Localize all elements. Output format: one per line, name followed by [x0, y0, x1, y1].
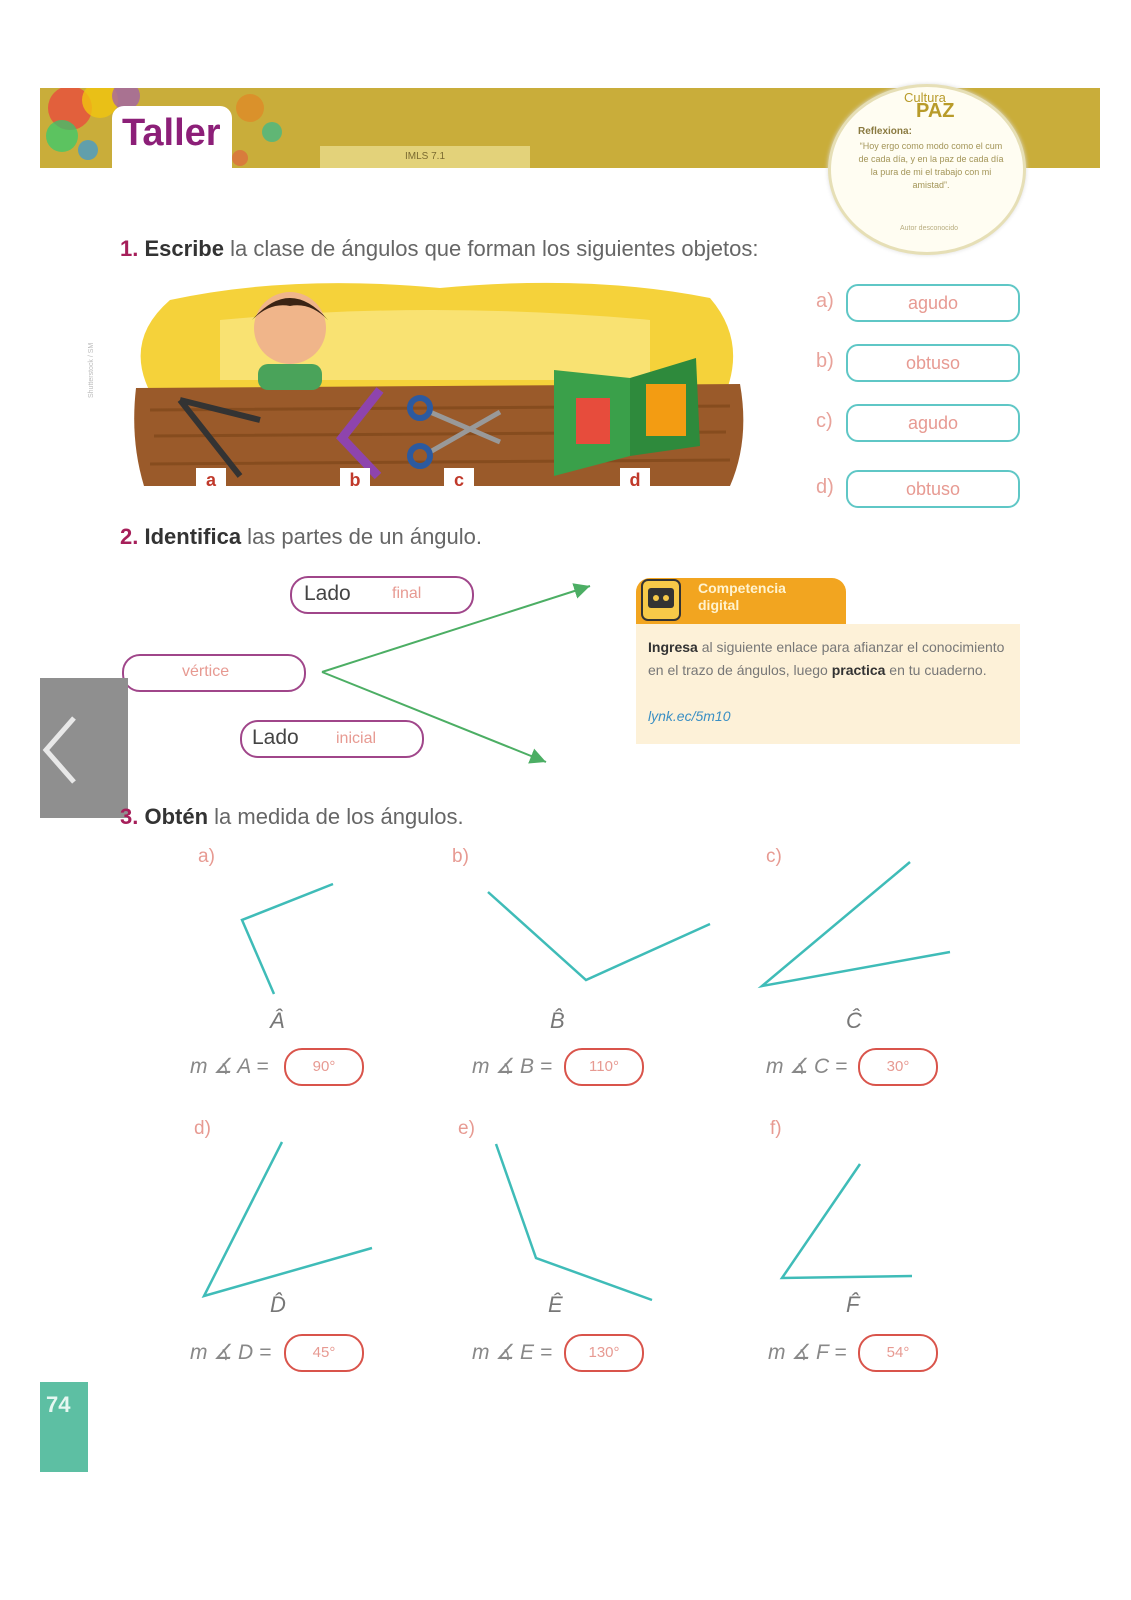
angle-e-answer[interactable]: 130° [564, 1334, 644, 1372]
image-credit: Shutterstock / SM [88, 342, 95, 398]
object-label-a: a [196, 468, 226, 492]
question-number: 2. [120, 524, 139, 549]
question-text: la medida de los ángulos. [208, 804, 464, 829]
question-verb: Escribe [144, 236, 224, 261]
page-number: 74 [46, 1392, 71, 1417]
question-text: la clase de ángulos que forman los siguientes objetos: [223, 236, 759, 261]
vertex-answer: vértice [182, 663, 230, 680]
competence-verb-2: practica [831, 662, 886, 678]
competence-verb-1: Ingresa [648, 639, 698, 655]
angle-f [782, 1164, 912, 1278]
answer-field-a[interactable]: agudo [846, 284, 1020, 322]
peace-reflection-label: Reflexiona: [858, 126, 912, 137]
object-label-d: d [620, 468, 650, 492]
peace-brand: PAZ [916, 100, 955, 122]
angle-c-answer[interactable]: 30° [858, 1048, 938, 1086]
answer-letter-d: d) [816, 476, 834, 498]
angle-f-answer[interactable]: 54° [858, 1334, 938, 1372]
header-strip: IMLS 7.1 [320, 146, 530, 168]
answer-field-d[interactable]: obtuso [846, 470, 1020, 508]
competence-link[interactable]: lynk.ec/5m10 [648, 708, 731, 724]
angle-d-answer[interactable]: 45° [284, 1334, 364, 1372]
final-side-label: Lado [304, 582, 351, 605]
answer-letter-a: a) [816, 290, 834, 312]
question-number: 1. [120, 236, 139, 261]
angle-a-measure: m ∡ A = [190, 1055, 269, 1078]
angle-d-sub: d) [194, 1118, 211, 1139]
question-number: 3. [120, 804, 139, 829]
angle-c-vertex: Ĉ [846, 1008, 862, 1033]
final-side-answer: final [392, 585, 422, 602]
angle-b-sub: b) [452, 846, 469, 867]
question-verb: Obtén [144, 804, 209, 829]
answer-letter-c: c) [816, 410, 833, 432]
competence-title-line1: Competencia [698, 580, 786, 596]
angle-e-measure: m ∡ E = [472, 1341, 553, 1364]
page-title: Taller [122, 112, 221, 154]
angle-d-measure: m ∡ D = [190, 1341, 272, 1364]
angle-a [242, 884, 333, 994]
answer-letter-b: b) [816, 350, 834, 372]
angle-d-vertex: D̂ [270, 1292, 286, 1317]
angle-a-answer[interactable]: 90° [284, 1048, 364, 1086]
angle-e-sub: e) [458, 1118, 475, 1139]
angle-c [762, 862, 950, 986]
peace-title: Cultura [904, 90, 946, 105]
object-label-b: b [340, 468, 370, 492]
angle-c-sub: c) [766, 846, 782, 867]
angle-b-answer[interactable]: 110° [564, 1048, 644, 1086]
angle-f-vertex: F̂ [846, 1292, 860, 1317]
angle-e [496, 1144, 652, 1300]
angle-c-measure: m ∡ C = [766, 1055, 848, 1078]
angle-d [204, 1142, 372, 1296]
angle-b [488, 892, 710, 980]
answer-field-b[interactable]: obtuso [846, 344, 1020, 382]
angle-f-sub: f) [770, 1118, 782, 1139]
question-text: las partes de un ángulo. [241, 524, 483, 549]
angle-a-vertex: Â [270, 1008, 285, 1033]
angle-b-measure: m ∡ B = [472, 1055, 553, 1078]
angle-e-vertex: Ê [548, 1292, 563, 1317]
angle-b-vertex: B̂ [550, 1008, 565, 1033]
initial-side-label: Lado [252, 726, 299, 749]
angle-a-sub: a) [198, 846, 215, 867]
answer-field-c[interactable]: agudo [846, 404, 1020, 442]
peace-quote: “Hoy ergo como modo como el cum de cada día, y en la paz de cada día la pura de mi el trabajo con mi amistad”. [858, 141, 1004, 190]
angle-f-measure: m ∡ F = [768, 1341, 847, 1364]
competence-text-2: en tu cuaderno. [885, 662, 987, 678]
object-label-c: c [444, 468, 474, 492]
competence-text-1: al siguiente enlace para afianzar el conocimiento en el trazo de ángulos, luego [648, 639, 1005, 678]
question-verb: Identifica [144, 524, 242, 549]
peace-author: Autor desconocido [900, 225, 958, 232]
initial-side-answer: inicial [336, 730, 377, 747]
competence-title-line2: digital [698, 597, 740, 613]
